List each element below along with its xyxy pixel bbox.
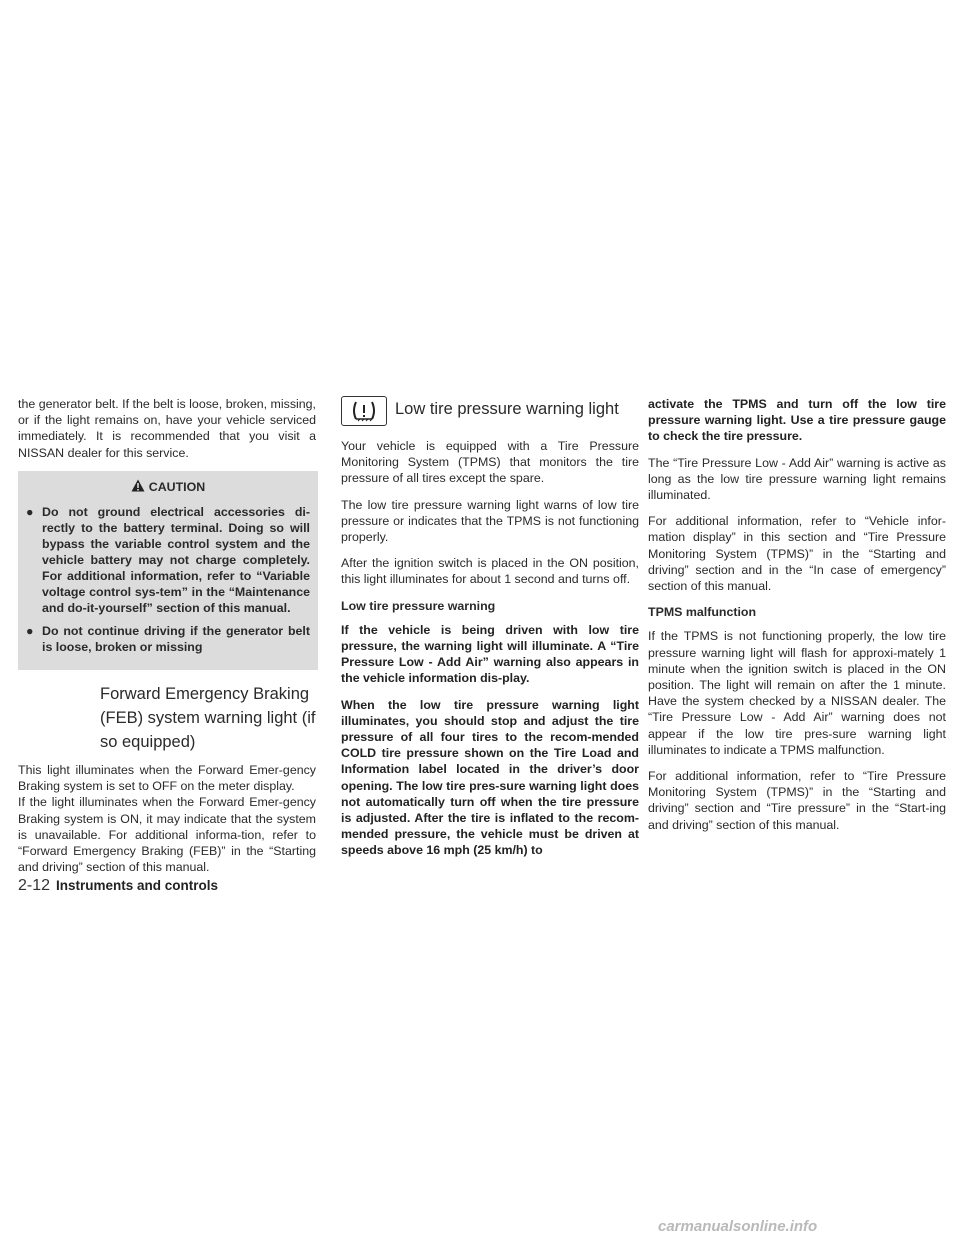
tire-pressure-warning-icon — [341, 396, 387, 426]
tpms-paragraph-2: The low tire pressure warning light warns of low tire pressure or indicates that the TPMS is not functioning properly. — [341, 497, 639, 545]
low-tire-bold-2: When the low tire pressure warning light illuminates, you should stop and adjust the tire pressure of all four tires to the recom-mended COLD tire pressure shown on the Tire Load and Information label located in the driver’s door opening. The low tire pres-sure warning light does not automatically turn off when the tire pressure is adjusted. After the tire is inflated to the recom-mended pressure, the vehicle must be driven at speeds above 16 mph (25 km/h) to — [341, 697, 639, 858]
bullet-icon: ● — [26, 624, 34, 639]
caution-list — [26, 504, 310, 655]
tpms-paragraph-4: The “Tire Pressure Low - Add Air” warning is active as long as the low tire pressure warning light remains illuminated. — [648, 455, 946, 503]
low-tire-subheading: Low tire pressure warning — [341, 598, 496, 613]
page-footer — [18, 877, 218, 895]
tpms-paragraph-3: After the ignition switch is placed in the ON position, this light illuminates for about 1 second and turns off. — [341, 556, 639, 587]
feb-heading: Forward Emergency Braking (FEB) system warning light (if so equipped) — [100, 685, 316, 752]
caution-item: ● Do not continue driving if the generator belt is loose, broken or missing — [26, 624, 310, 655]
intro-paragraph: the generator belt. If the belt is loose, broken, missing, or if the light remains on, have your vehicle serviced immediately. It is recommended that you visit a NISSAN dealer for this service. — [18, 397, 316, 460]
low-tire-bold-continued: activate the TPMS and turn off the low tire pressure warning light. Use a tire pressure gauge to check the tire pressure. — [648, 397, 946, 444]
feb-paragraph-1: This light illuminates when the Forward Emer-gency Braking system is set to OFF on the meter display. — [18, 763, 316, 794]
tpms-heading-row — [341, 396, 639, 426]
section-title: Instruments and controls — [56, 878, 219, 893]
caution-title: CAUTION — [26, 479, 310, 496]
tpms-heading: Low tire pressure warning light — [395, 400, 619, 418]
bullet-icon: ● — [26, 505, 34, 520]
page-number: 2-12 — [18, 877, 51, 894]
column-right — [648, 396, 946, 843]
feb-paragraph-2: If the light illuminates when the Forward Emer-gency Braking system is ON, it may indicate that the system is unavailable. For additional informa-tion, refer to “Forward Emergency Braking (FEB)” in the “Starting and driving” section of this manual. — [18, 795, 316, 875]
column-left — [18, 396, 316, 885]
tpms-malfunction-paragraph: If the TPMS is not functioning properly, the low tire pressure warning light will flash for approxi-mately 1 minute when the ignition switch is placed in the ON position. The light will remain on after the 1 minute. Have the system checked by a NISSAN dealer. The “Tire Pressure Low - Add Air” warning does not appear if the low tire pres-sure warning light illuminates to indicate a TPMS malfunction. — [648, 629, 946, 757]
column-middle — [341, 396, 639, 859]
tpms-malfunction-subheading: TPMS malfunction — [648, 605, 757, 620]
caution-item: ● Do not ground electrical accessories di-rectly to the battery terminal. Doing so will bypass the variable control system and the vehicle battery may not charge completely. For additional information, refer to “Variable voltage control sys-tem” in the “Maintenance and do-it-yourself” section of this manual. — [26, 505, 310, 616]
tpms-paragraph-1: Your vehicle is equipped with a Tire Pressure Monitoring System (TPMS) that monitors the tire pressure of all tires except the spare. — [341, 439, 639, 486]
tpms-paragraph-5: For additional information, refer to “Vehicle infor-mation display” in this section and “Tire Pressure Monitoring System (TPMS)” in the “Starting and driving” section and in the “In case of emergency” section of this manual. — [648, 514, 946, 594]
watermark: carmanualsonline.info — [658, 1218, 818, 1235]
caution-box — [18, 471, 318, 670]
low-tire-bold-1: If the vehicle is being driven with low tire pressure, the warning light will illuminate. A “Tire Pressure Low - Add Air” warning also appears in the vehicle information dis-play. — [341, 622, 639, 686]
tpms-paragraph-6: For additional information, refer to “Tire Pressure Monitoring System (TPMS)” in the “Starting and driving” section and “Tire pressure” in the “Start-ing and driving” section of this manual. — [648, 769, 946, 832]
warning-triangle-icon — [131, 479, 145, 496]
